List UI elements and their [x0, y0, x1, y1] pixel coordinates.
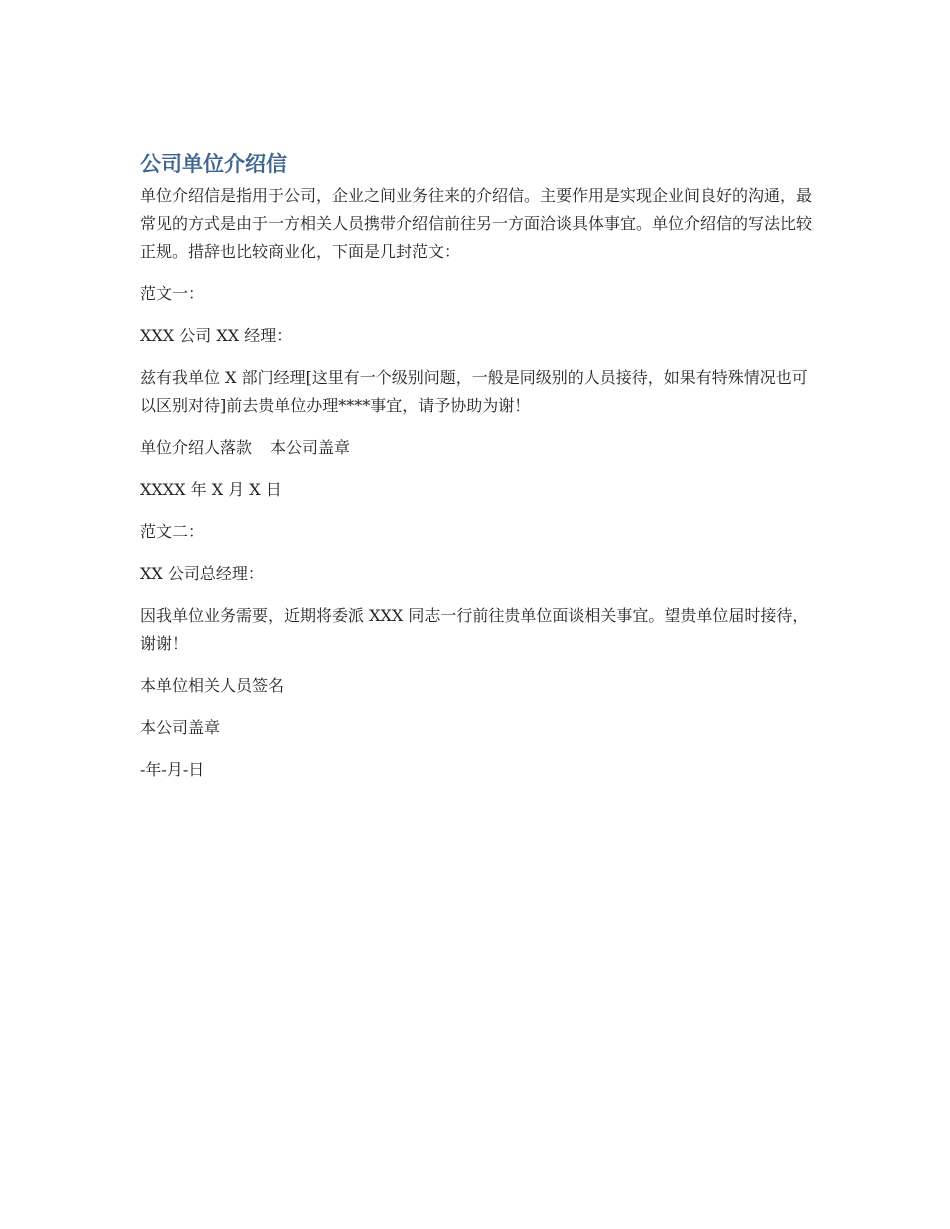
- sample1-date: XXXX 年 X 月 X 日: [140, 480, 282, 499]
- sample1-salutation: XXX 公司 XX 经理：: [140, 326, 293, 345]
- sample2-seal: 本公司盖章: [140, 718, 221, 737]
- sample1-body: 兹有我单位 X 部门经理[这里有一个级别问题，一般是同级别的人员接待，如果有特殊情况也可以区别对待]前去贵单位办理****事宜，请予协助为谢！: [140, 368, 808, 415]
- sample2-body: 因我单位业务需要，近期将委派 XXX 同志一行前往贵单位面谈相关事宜。望贵单位届时接待，谢谢！: [140, 606, 809, 653]
- document-title: 公司单位介绍信: [140, 152, 287, 176]
- document-page: [140, 148, 812, 798]
- sample2-salutation: XX 公司总经理：: [140, 564, 264, 583]
- intro-paragraph: 单位介绍信是指用于公司，企业之间业务往来的介绍信。主要作用是实现企业间良好的沟通，最常见的方式是由于一方相关人员携带介绍信前往另一方面洽谈具体事宜。单位介绍信的写法比较正规。措辞也比较商业化，下面是几封范文：: [140, 186, 813, 261]
- sample1-signature-line: [140, 434, 812, 462]
- sample2-signature: 本单位相关人员签名: [140, 676, 285, 695]
- sample2-heading: 范文二：: [140, 522, 205, 541]
- sample1-signature: 单位介绍人落款: [140, 438, 253, 457]
- sample1-seal: 本公司盖章: [270, 438, 351, 457]
- sample2-date: -年-月-日: [140, 760, 205, 779]
- sample1-heading: 范文一：: [140, 284, 205, 303]
